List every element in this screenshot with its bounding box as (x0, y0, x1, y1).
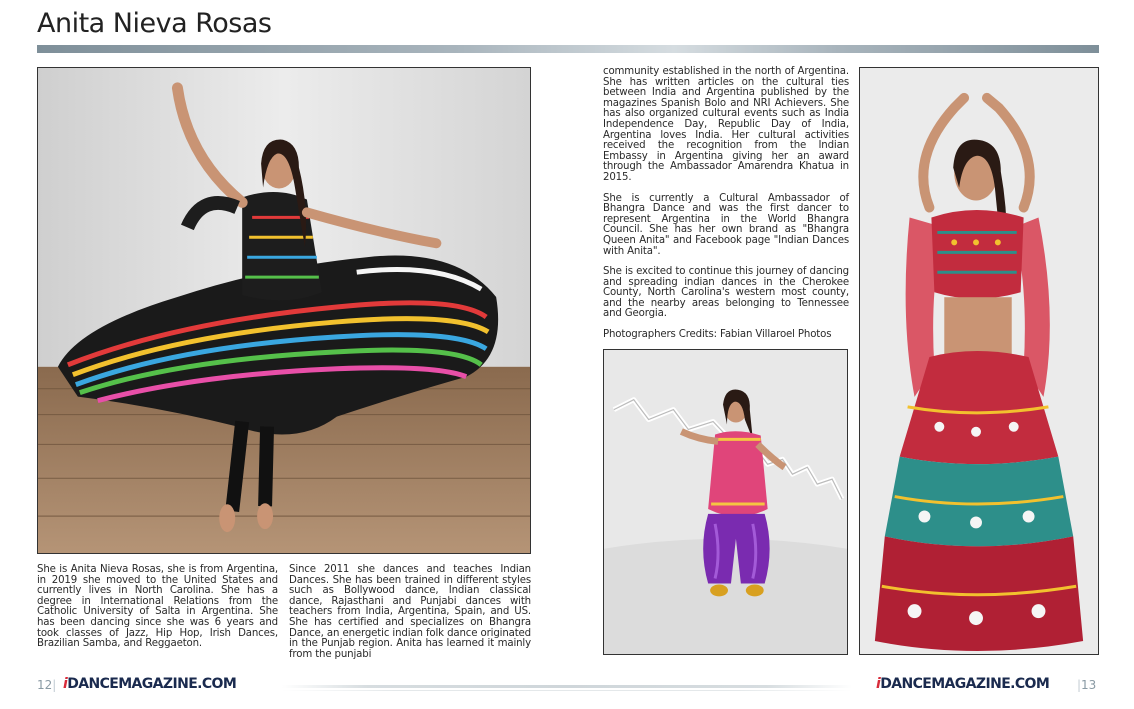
article-paragraph: Since 2011 she dances and teaches Indian Dances. She has been trained in different styles such as Bollywood dance, Indian classical dance, Rajasthani and Punjabi dances with teachers from India, Argentina, Spain, and US. She has certified and specializes on Bhangra Dance, an energetic indian folk dance originated in the Punjab region. Anita has learned it mainly from the punjabi (289, 564, 531, 660)
footer-rule (282, 685, 852, 688)
page-title: Anita Nieva Rosas (37, 8, 272, 39)
magazine-logo-right[interactable]: iDANCEMAGAZINE.COM (876, 676, 1050, 692)
article-paragraph: community established in the north of Argentina. She has written articles on the cultural ties between India and Argentina published by the magazines Spanish Bolo and NRI Achievers. She has also organized cultural events such as India Independence Day, Republic Day of India, Argentina loves India. Her cultural activities received the recognition from the Indian Embassy in Argentina giving her an award through the Ambassador Amarendra Khatua in 2015. (603, 66, 849, 183)
main-dancer-photo (37, 67, 531, 554)
article-column-3 (603, 67, 849, 351)
photo-credits: Photographers Credits: Fabian Villaroel Photos (603, 329, 832, 341)
article-paragraph: She is Anita Nieva Rosas, she is from Argentina, in 2019 she moved to the United States and currently lives in North Carolina. She has a degree in International Relations from the Catholic University of Salta in Argentina. She has been dancing since she was 6 years and took classes of Jazz, Hip Hop, Irish Dances, Brazilian Samba, and Reggaeton. (37, 564, 278, 650)
article-paragraph: She is currently a Cultural Ambassador of Bhangra Dance and was the first dancer to represent Argentina in the World Bhangra Council. She has her own brand as "Bhangra Queen Anita" and Facebook page "Indian Dances with Anita". (603, 192, 849, 257)
jumping-dancer-photo (603, 349, 848, 655)
magazine-logo-left[interactable]: iDANCEMAGAZINE.COM (63, 676, 237, 692)
page-number-right: |13 (1077, 678, 1097, 692)
footer-rule-thin (282, 690, 852, 691)
article-paragraph: She is excited to continue this journey of dancing and spreading indian dances in the Cherokee County, North Carolina's western most county, and the nearby areas belonging to Tennessee and Georgia. (603, 266, 849, 320)
article-column-2 (289, 565, 531, 670)
article-column-1 (37, 565, 278, 660)
page-number-left: 12| (37, 678, 57, 692)
lehenga-dancer-photo (859, 67, 1099, 655)
title-rule (37, 45, 1099, 53)
